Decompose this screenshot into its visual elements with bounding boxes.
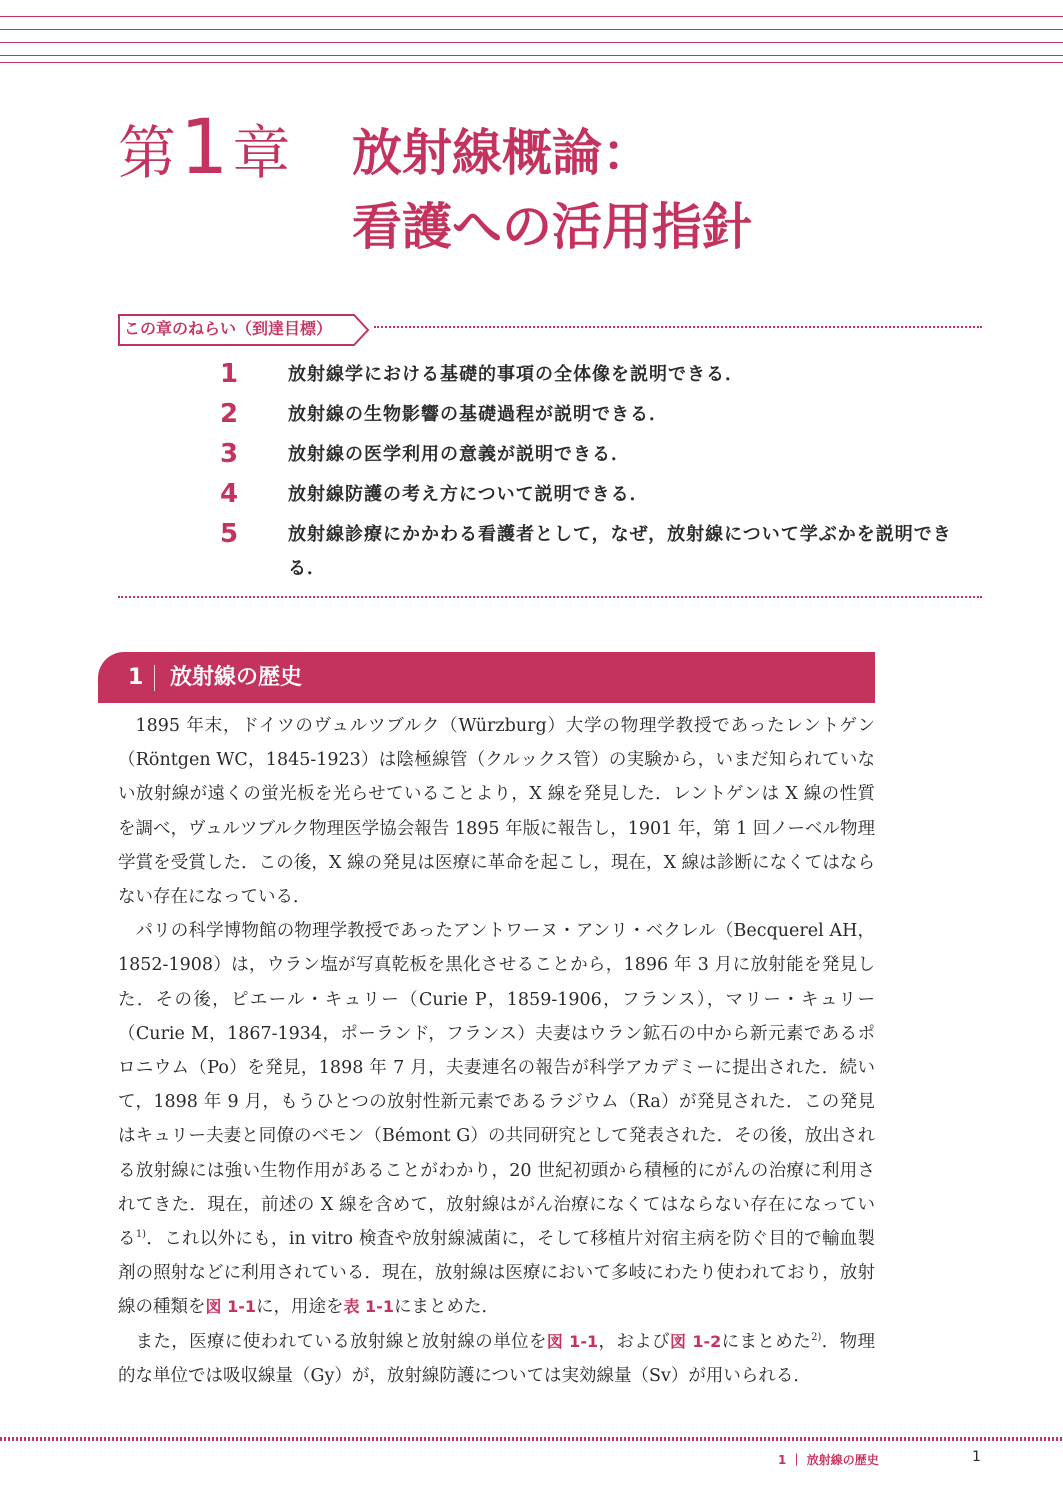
section-title: 放射線の歴史 — [170, 665, 303, 690]
page-number: 1 — [972, 1449, 981, 1465]
aims-top-divider — [374, 326, 982, 328]
aim-number: 1 — [220, 359, 239, 389]
paragraph-3: また，医療に使われている放射線と放射線の単位を図 1-1，および図 1-2にまとめた$^{2)}$．物理的な単位では吸収線量（Gy）が，放射線防護については実効線量（Sv）が用いられる． — [118, 1331, 876, 1386]
citation-2: 2) — [811, 1331, 822, 1343]
aim-number: 4 — [220, 479, 239, 509]
aim-text: 放射線学における基礎的事項の全体像を説明できる． — [288, 364, 744, 385]
body-text — [118, 709, 875, 1393]
aim-text: 放射線防護の考え方について説明できる． — [288, 484, 649, 505]
aims-bottom-divider — [118, 596, 982, 598]
chapter-number: 第1章 — [118, 102, 291, 191]
aim-text: 放射線診療にかかわる看護者として，なぜ，放射線について学ぶかを説明できる． — [288, 524, 952, 579]
aim-item — [214, 478, 984, 512]
figure-ref-link[interactable]: 図 1-1 — [546, 1331, 599, 1351]
chapter-title-line2: 看護への活用指針 — [352, 198, 752, 256]
section-separator — [154, 665, 155, 691]
aim-item — [214, 398, 984, 432]
aim-number: 5 — [220, 519, 239, 549]
paragraph-1: 1895 年末，ドイツのヴュルツブルク（Würzburg）大学の物理学教授であったレントゲン（Röntgen WC，1845-1923）は陰極線管（クルックス管）の実験から，いまだ知られていない放射線が遠くの蛍光板を光らせていることより，X 線を発見した．レントゲンは X 線の性質を調べ，ヴュルツブルク物理医学協会報告 1895 年版に報告し，1901 年，第 1 回ノーベル物理学賞を受賞した．この後，X 線の発見は医療に革命を起こし，現在，X 線は診断になくてはならない存在になっている． — [118, 716, 875, 908]
section-number: 1 — [128, 665, 144, 690]
section-heading — [98, 652, 875, 703]
figure-ref-link[interactable]: 図 1-2 — [670, 1331, 722, 1351]
footer-section-label: 1 ｜ 放射線の歴史 — [778, 1453, 879, 1467]
aims-list — [214, 358, 984, 592]
aim-item — [214, 438, 984, 472]
aims-label: この章のねらい（到達目標） — [118, 314, 332, 344]
aim-text: 放射線の医学利用の意義が説明できる． — [288, 444, 630, 465]
aim-item — [214, 518, 984, 586]
aim-text: 放射線の生物影響の基礎過程が説明できる． — [288, 404, 668, 425]
figure-ref-link[interactable]: 図 1-1 — [205, 1297, 256, 1317]
table-ref-link[interactable]: 表 1-1 — [343, 1297, 394, 1317]
aim-number: 3 — [220, 439, 239, 469]
chapter-title-line1: 放射線概論： — [352, 124, 652, 182]
chapter-title — [352, 116, 752, 264]
aim-number: 2 — [220, 399, 239, 429]
footer-rule — [0, 1437, 1063, 1441]
paragraph-2: パリの科学博物館の物理学教授であったアントワーヌ・アンリ・ベクレル（Becquerel AH，1852-1908）は，ウラン塩が写真乾板を黒化させることから，1896 年 3 月に放射能を発見した．その後，ピエール・キュリー（Curie P，1859-1906，フランス），マリー・キュリー（Curie M，1867-1934，ポーランド，フランス）夫妻はウラン鉱石の中から新元素であるポロニウム（Po）を発見，1898 年 7 月，夫妻連名の報告が科学アカデミーに提出された．続いて，1898 年 9 月，もうひとつの放射性新元素であるラジウム（Ra）が発見された．この発見はキュリー夫妻と同僚のベモン（Bémont G）の共同研究として発表された．その後，放出される放射線には強い生物作用があることがわかり，20 世紀初頭から積極的にがんの治療に利用されてきた．現在，前述の X 線を含めて，放射線はがん治療になくてはならない存在になっている$^{1)}$．これ以外にも，in vitro 検査や放射線滅菌に，そして移植片対宿主病を防ぐ目的で輸血製剤の照射などに利用されている．現在，放射線は医療において多岐にわたり使われており，放射線の種類を図 1-1に，用途を表 1-1にまとめた． — [118, 921, 875, 1318]
citation-1: 1) — [135, 1229, 147, 1241]
aim-item — [214, 358, 984, 392]
